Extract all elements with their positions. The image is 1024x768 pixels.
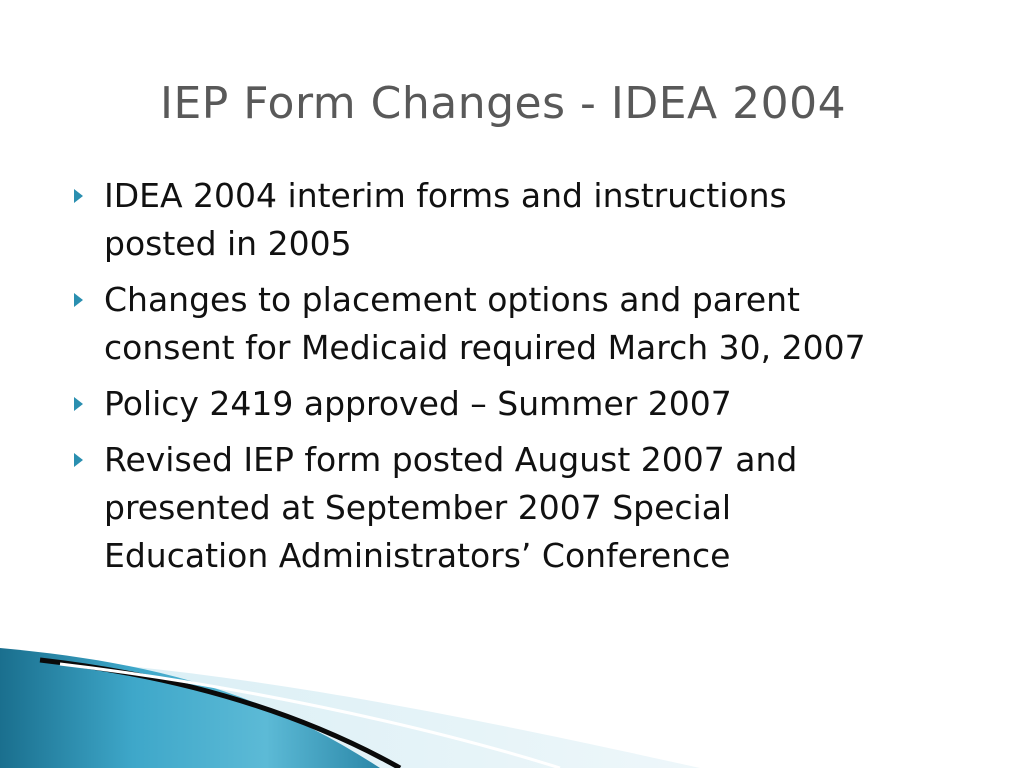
wave-white-stroke — [60, 664, 560, 768]
bullet-text: Changes to placement options and parent consent for Medicaid required March 30, 2007 — [104, 280, 866, 367]
wave-blue-band — [0, 648, 380, 768]
bullet-item — [74, 380, 874, 428]
bullet-text: Revised IEP form posted August 2007 and presented at September 2007 Special Education Administrators’ Conference — [104, 440, 798, 575]
wave-light-band — [0, 656, 700, 768]
bullet-list — [74, 172, 874, 588]
bullet-text: IDEA 2004 interim forms and instructions posted in 2005 — [104, 176, 787, 263]
bullet-item — [74, 276, 874, 372]
triangle-bullet-icon — [74, 397, 83, 411]
triangle-bullet-icon — [74, 293, 83, 307]
triangle-bullet-icon — [74, 453, 83, 467]
slide-title: IEP Form Changes - IDEA 2004 — [160, 78, 847, 129]
bullet-item — [74, 436, 874, 580]
bullet-item — [74, 172, 874, 268]
triangle-bullet-icon — [74, 189, 83, 203]
wave-dark-stroke — [40, 660, 400, 768]
bullet-text: Policy 2419 approved – Summer 2007 — [104, 384, 732, 423]
